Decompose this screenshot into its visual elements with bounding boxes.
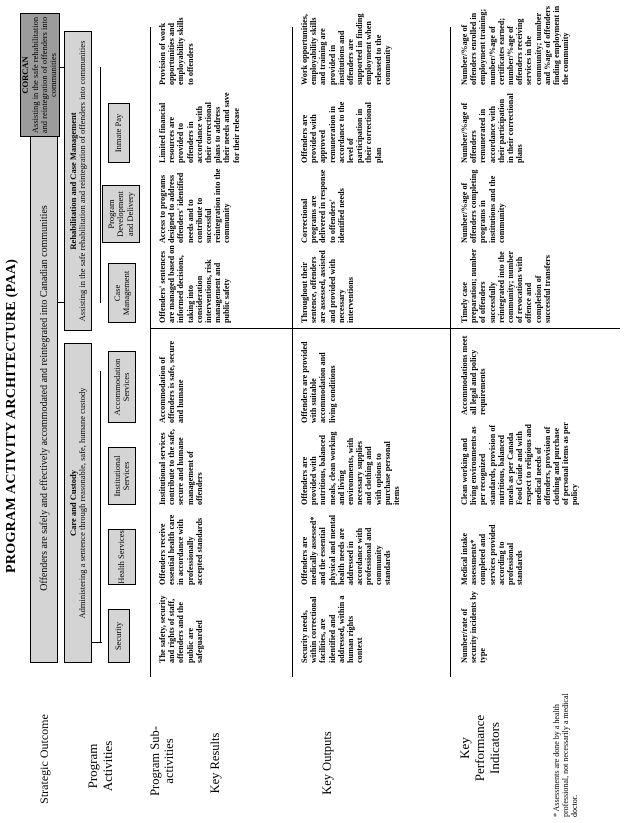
subactivity-program-development (102, 185, 140, 243)
subactivity-health-services (108, 529, 136, 585)
subactivity-case-management (108, 263, 136, 323)
row-label-program-subactivities: Program Sub-activities (148, 726, 177, 796)
connector (100, 67, 101, 303)
key-result-security: The safety, security and rights of staff, offenders and the public are safeguarded (158, 595, 204, 663)
subactivity-institutional-services (108, 447, 136, 505)
row-label-program-activities: Program Activities (85, 740, 115, 792)
key-output-corcan: Work opportunities, employability skills and training are provided in institutions and offenders are supported in finding employment when released to the community (300, 13, 392, 85)
activity-care-custody-box (64, 343, 92, 663)
key-result-health: Offenders receive essential health care in accordance with professionally accepted standards (158, 514, 204, 585)
activity-corcan-name: CORCAN (20, 56, 31, 94)
subactivity-label: Health Services (116, 530, 127, 584)
row-label-kpis: Key Performance Indicators (457, 714, 502, 782)
page-title: PROGRAM ACTIVITY ARCHITECTURE (PAA) (4, 258, 19, 573)
key-output-inmate-pay: Offenders are provided with approved remuneration in accordance to the level of participation in their correctional plan (300, 101, 383, 163)
subactivity-label: Inmate Pay (113, 113, 124, 153)
activity-rehab-desc: Assisting in the safe rehabilitation and reintegration of offenders into communities (77, 40, 87, 322)
key-result-inmate-pay: Limited financial resources are provided to offenders in accordance with their correctional plans to address their needs and save for their release (158, 92, 241, 163)
key-result-institutional: Institutional services contribute to the safe, secure and humane management of offenders (158, 429, 204, 505)
connector (92, 642, 102, 643)
activity-corcan-desc: Assisting in the safe rehabilitation and reintegration of offenders into communities (29, 16, 59, 134)
activity-care-custody-desc: Administering a sentence through reasonable, safe, humane custody (77, 387, 87, 619)
subactivity-inmate-pay (108, 103, 130, 163)
kpi-institutional: Clean working and living environments as per recognized standards, provision of nutritious, balanced meals as per Canada Food Guide and with respect to religious and medical needs of offenders, provision of clothing and purchase of personal items as per policy (460, 422, 580, 505)
key-output-case-management: Throughout their sentence, offenders are assessed, assisted and provided with necessary interventions (300, 250, 355, 323)
kpi-accommodation: Accommodations meet all legal and policy requirements (460, 335, 488, 415)
column-divider (150, 328, 620, 329)
row-label-strategic-outcome: Strategic Outcome (37, 714, 51, 804)
subactivity-label: Security (113, 621, 124, 651)
row-label-key-results: Key Results (208, 732, 222, 794)
activity-rehab-name: Rehabilitation and Case Management (67, 112, 78, 250)
connector (100, 371, 101, 643)
activity-rehab-box (64, 31, 92, 331)
key-output-institutional: Offenders are provided with nutritious, balanced meals, clean working and living environments, with necessary supplies and clothing and with options to purchase personal items (300, 431, 401, 505)
strategic-outcome-text: Offenders are safely and effectively accommodated and reintegrated into Canadian communities (38, 205, 50, 591)
subactivity-label: Program Development and Delivery (105, 191, 135, 237)
key-output-security: Security needs, within correctional facilities, are identified and addressed, within a human rights context (300, 595, 365, 663)
key-result-accommodation: Accommodation of offenders is safe, secure and humane (158, 340, 186, 423)
activity-care-custody-name: Care and Custody (67, 470, 78, 536)
subactivity-label: Case Management (111, 270, 131, 316)
subactivity-label: Accommodation Services (111, 358, 131, 416)
activity-corcan-box (20, 13, 60, 137)
kpi-corcan: Number/%age of offenders enrolled in employment training; number/%age of certificates earned; number/%age of offenders receiving services in the community; number and %age of offenders finding employment in the community (460, 5, 571, 85)
row-divider (292, 27, 293, 677)
key-result-corcan: Provision of work opportunities and employability skills to offenders (158, 17, 195, 85)
row-divider (450, 27, 451, 677)
subactivity-security (108, 609, 130, 663)
kpi-security: Number/rate of security incidents by type (460, 591, 488, 663)
key-result-program-delivery: Access to programs designed to address offenders' identified needs and to contribute to successful reintegration into the community (158, 168, 232, 243)
kpi-inmate-pay: Number/%age of offenders remunerated in accordance with their participation in their correctional plans (460, 93, 525, 163)
footnote: * Assessments are done by a health professional, not necessarily a medical doctor. (552, 693, 580, 817)
kpi-program-delivery: Number/%age of offenders completing programs in institutions and the community (460, 169, 506, 243)
key-output-program-delivery: Correctional programs are delivered in response to offenders' identified needs (300, 169, 346, 243)
key-result-case-management: Offenders' sentences are managed based on informed decisions, taking into consideration interventions, risk management and public safety (158, 245, 232, 323)
row-label-key-outputs: Key Outputs (320, 731, 334, 795)
kpi-health: Medical intake assessments* completed and services provided according to professional standards (460, 524, 525, 585)
strategic-outcome-box (30, 133, 58, 663)
key-output-accommodation: Offenders are provided with suitable accommodation and living conditions (300, 341, 337, 423)
kpi-case-management: Timely case preparation; number of offenders successfully reintegrated into the community; number of revocations with offence and completion of successful transfers (460, 248, 552, 323)
subactivity-accommodation-services (108, 351, 136, 423)
key-output-health: Offenders are medically assessed* and the essential physical and mental health needs are addressed in accordance with professional and community standards (300, 514, 392, 585)
subactivity-label: Institutional Services (111, 455, 131, 497)
row-divider (150, 27, 151, 677)
